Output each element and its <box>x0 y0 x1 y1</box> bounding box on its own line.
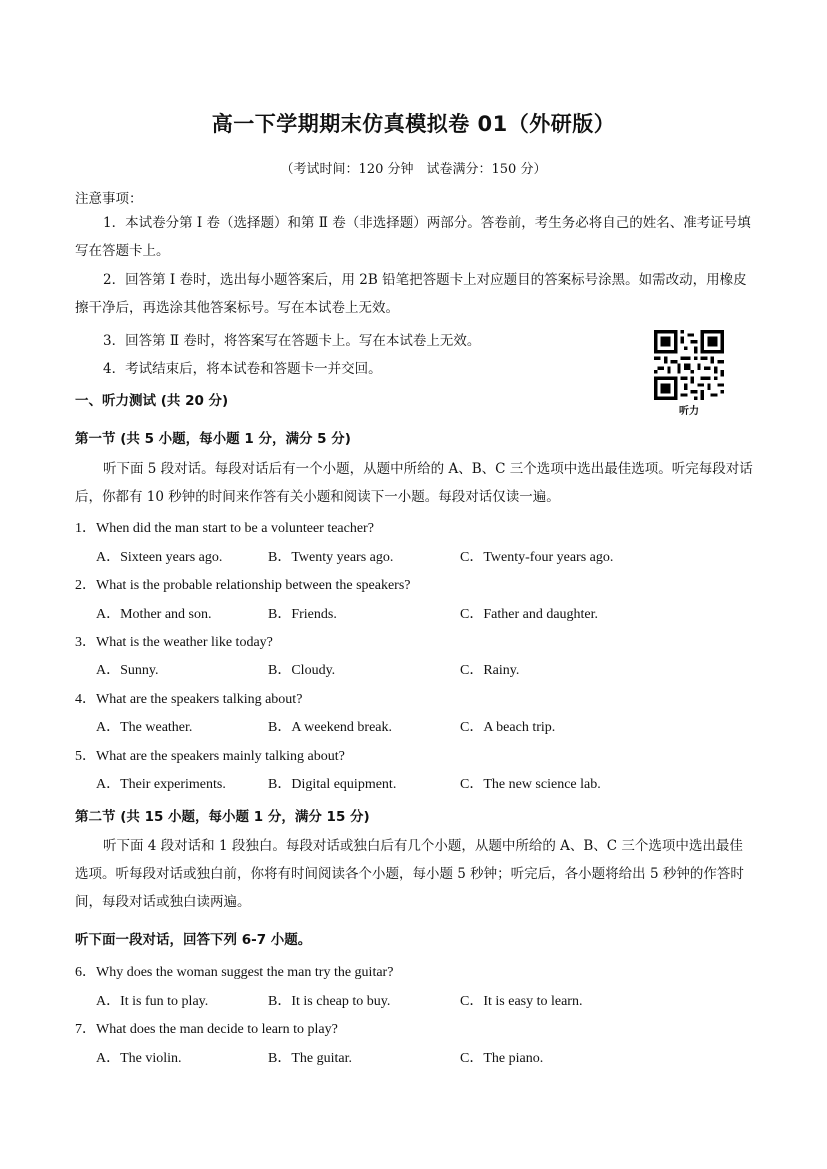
option-1b: B．Twenty years ago. <box>268 550 394 565</box>
notice-heading: 注意事项： <box>75 191 143 207</box>
question-7: 7．What does the man decide to learn to play? <box>75 1022 338 1037</box>
option-4c: C．A beach trip. <box>460 720 556 735</box>
option-4a: A．The weather. <box>96 720 193 735</box>
part1-heading: 一、听力测试 (共 20 分) <box>75 393 229 409</box>
option-6b: B．It is cheap to buy. <box>268 994 391 1009</box>
notice-item-3: 3．回答第 Ⅱ 卷时，将答案写在答题卡上。写在本试卷上无效。 <box>103 333 481 349</box>
question-2: 2．What is the probable relationship between the speakers? <box>75 578 411 593</box>
notice-item-1: 1．本试卷分第 Ⅰ 卷（选择题）和第 Ⅱ 卷（非选择题）两部分。答卷前，考生务必将自己的姓名、准考证号填写在答题卡上。 <box>75 215 751 259</box>
notice-item-2: 2．回答第 Ⅰ 卷时，选出每小题答案后，用 2B 铅笔把答题卡上对应题目的答案标号涂黑。如需改动，用橡皮擦干净后，再选涂其他答案标号。写在本试卷上无效。 <box>75 272 747 316</box>
option-5c: C．The new science lab. <box>460 777 601 792</box>
exam-info: （考试时间：120 分钟 试卷满分：150 分） <box>280 162 547 177</box>
qr-label: 听力 <box>679 406 699 417</box>
notice-item-4: 4．考试结束后，将本试卷和答题卡一并交回。 <box>103 361 382 377</box>
option-3b: B．Cloudy. <box>268 663 336 678</box>
option-3a: A．Sunny. <box>96 663 159 678</box>
option-2c: C．Father and daughter. <box>460 607 599 622</box>
option-7c: C．The piano. <box>460 1051 544 1066</box>
option-5a: A．Their experiments. <box>96 777 226 792</box>
question-4: 4．What are the speakers talking about? <box>75 692 303 707</box>
group-heading: 听下面一段对话，回答下列 6-7 小题。 <box>75 932 312 948</box>
option-7a: A．The violin. <box>96 1051 182 1066</box>
section2-heading: 第二节 (共 15 小题，每小题 1 分，满分 15 分) <box>75 809 370 825</box>
option-1c: C．Twenty-four years ago. <box>460 550 614 565</box>
option-3c: C．Rainy. <box>460 663 520 678</box>
option-7b: B．The guitar. <box>268 1051 352 1066</box>
option-6c: C．It is easy to learn. <box>460 994 583 1009</box>
option-2a: A．Mother and son. <box>96 607 212 622</box>
question-6: 6．Why does the woman suggest the man try the guitar? <box>75 965 394 980</box>
section1-instructions: 听下面 5 段对话。每段对话后有一个小题，从题中所给的 A、B、C 三个选项中选出最佳选项。听完每段对话后，你都有 10 秒钟的时间来作答有关小题和阅读下一小题。每段对话仅读一遍。 <box>75 461 753 505</box>
option-2b: B．Friends. <box>268 607 337 622</box>
option-1a: A．Sixteen years ago. <box>96 550 223 565</box>
page-title: 高一下学期期末仿真模拟卷 01（外研版） <box>211 112 616 136</box>
option-6a: A．It is fun to play. <box>96 994 209 1009</box>
question-3: 3．What is the weather like today? <box>75 635 273 650</box>
option-4b: B．A weekend break. <box>268 720 393 735</box>
question-5: 5．What are the speakers mainly talking about? <box>75 749 345 764</box>
section2-instructions: 听下面 4 段对话和 1 段独白。每段对话或独白后有几个小题，从题中所给的 A、B、C 三个选项中选出最佳选项。听每段对话或独白前，你将有时间阅读各个小题，每小题 5 秒钟；听完后，各小题将给出 5 秒钟的作答时间，每段对话或独白读两遍。 <box>75 838 744 910</box>
section1-heading: 第一节 (共 5 小题，每小题 1 分，满分 5 分) <box>75 431 351 447</box>
qr-code-icon[interactable] <box>654 330 724 400</box>
question-1: 1．When did the man start to be a volunteer teacher? <box>75 521 374 536</box>
option-5b: B．Digital equipment. <box>268 777 397 792</box>
